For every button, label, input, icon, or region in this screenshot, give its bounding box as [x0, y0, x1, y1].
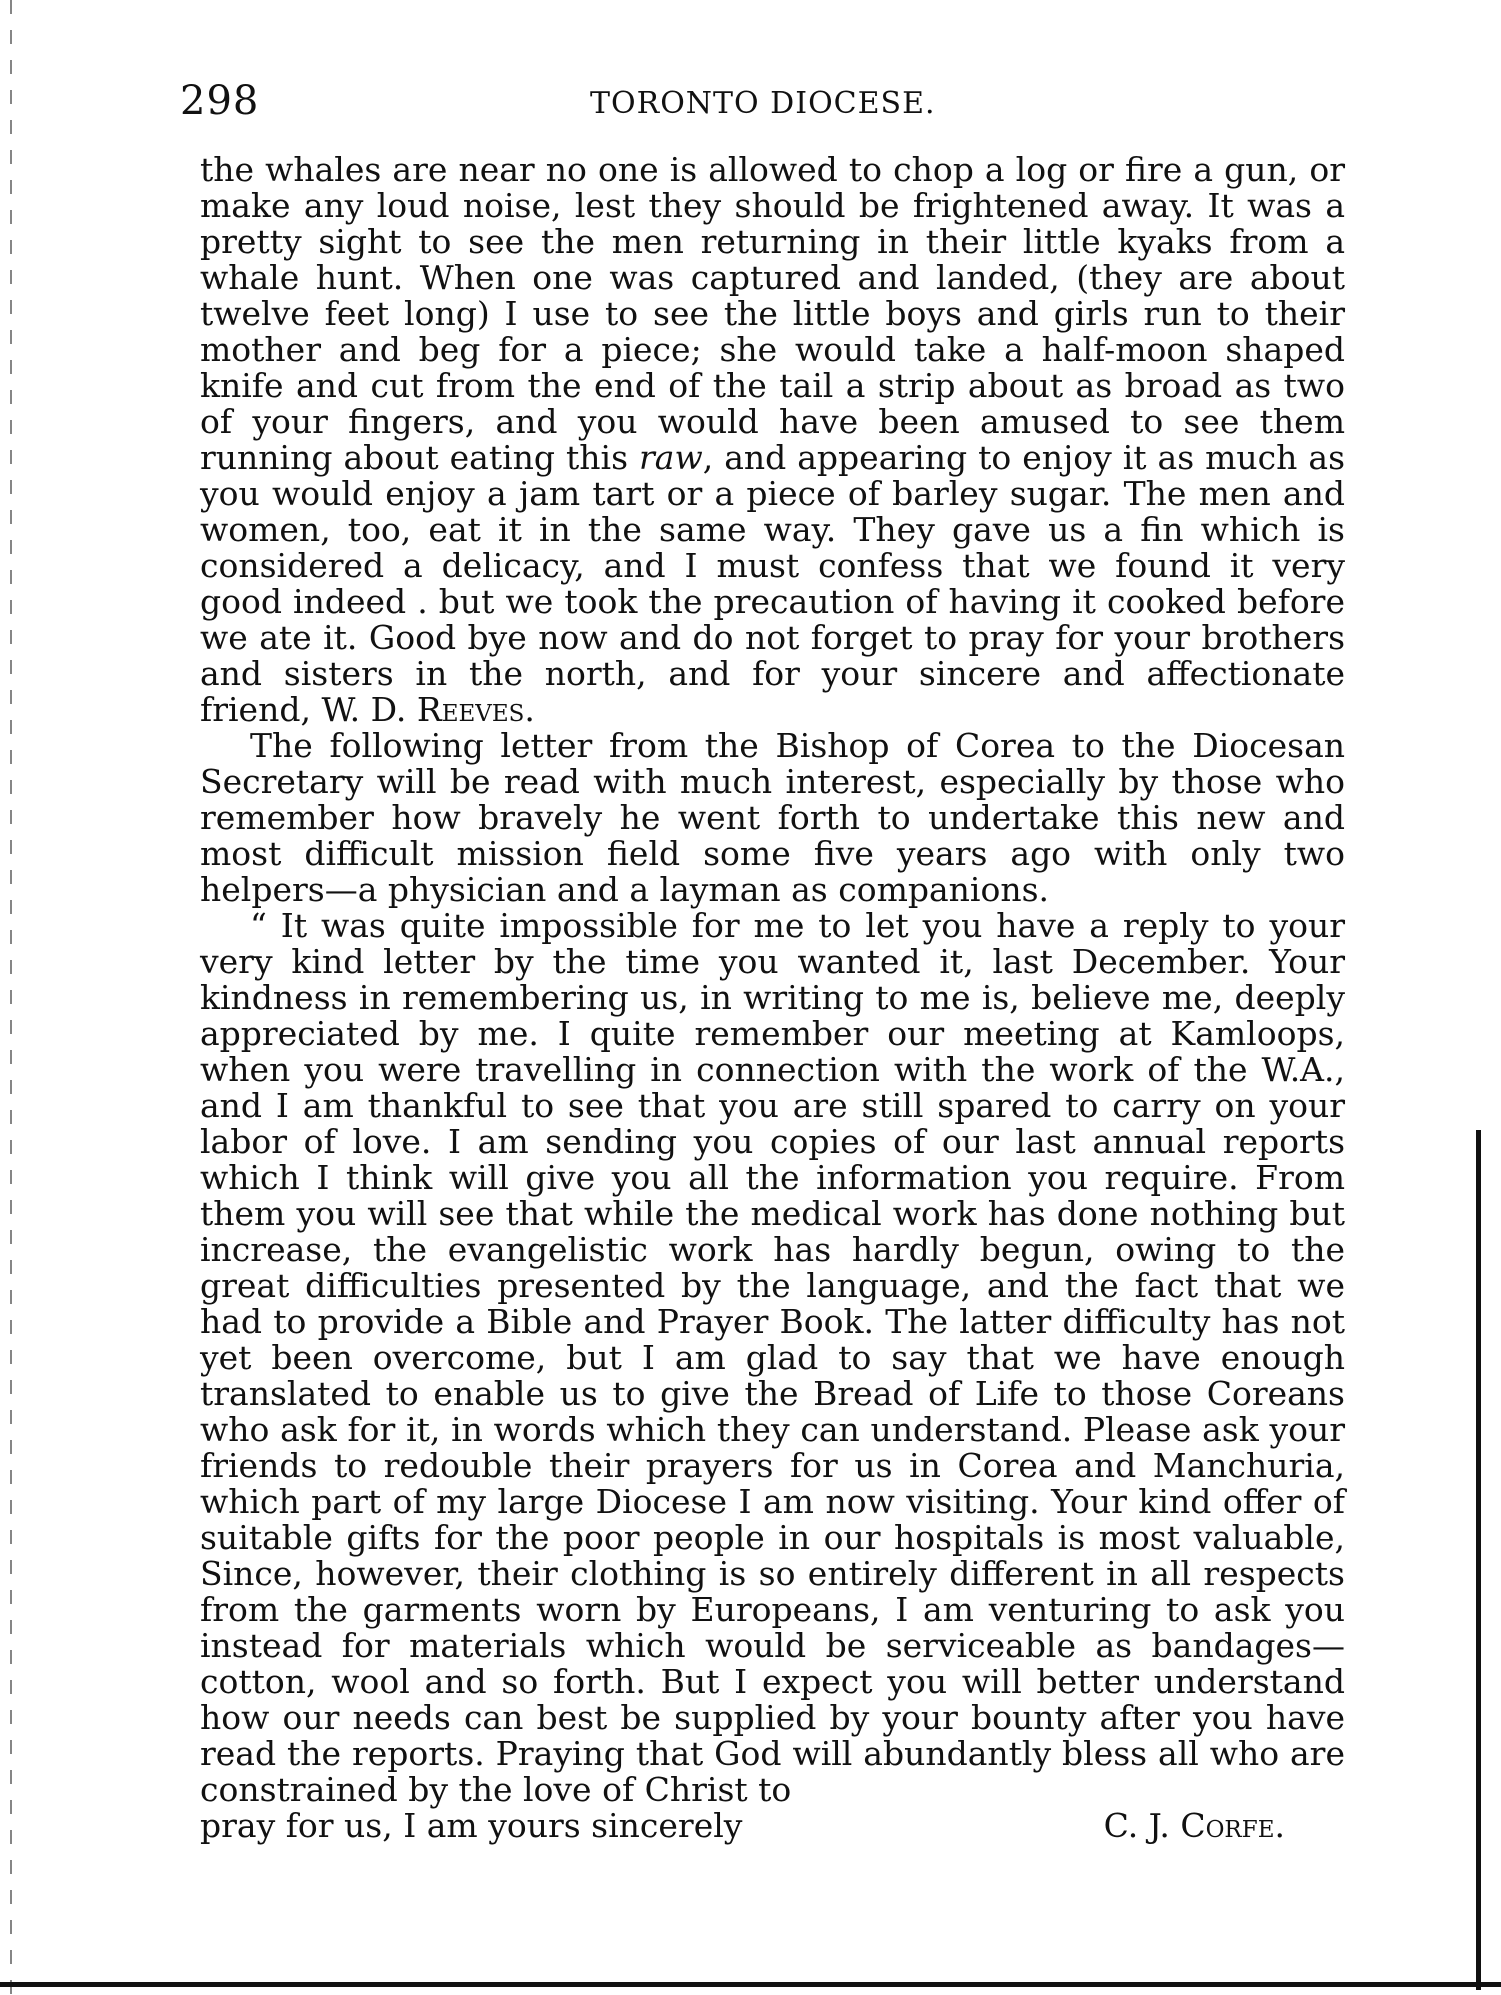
running-head: TORONTO DIOCESE.	[590, 86, 936, 121]
signature-corfe: C. J. Corfe.	[1103, 1806, 1285, 1845]
body-text	[200, 152, 1345, 1844]
paragraph-whales	[200, 152, 1345, 728]
italic-word: raw	[639, 438, 703, 477]
page-number: 298	[180, 78, 260, 124]
scan-edge-right	[1476, 1130, 1481, 1990]
closing-line: pray for us, I am yours sincerely	[200, 1806, 743, 1845]
page-header	[180, 78, 1340, 128]
scan-edge-left	[10, 0, 12, 1995]
paragraph-text: , and appearing to enjoy it as much as you would enjoy a jam tart or a piece of barley sugar. The men and women, too, eat it in the same way. They gave us a fin which is considered a delicacy, and I must confess that we found it very good indeed . but we took the precaution of having it cooked before we ate it. Good bye now and do not forget to pray for your brothers and sisters in the north, and for your sincere and affectionate friend,	[200, 438, 1345, 729]
paragraph-text: the whales are near no one is allowed to chop a log or fire a gun, or make any loud noise, lest they should be frightened away. It was a pretty sight to see the men returning in their little kyaks from a whale hunt. When one was captured and landed, (they are about twelve feet long) I use to see the little boys and girls run to their mother and beg for a piece; she would take a half-moon shaped knife and cut from the end of the tail a strip about as broad as two of your fingers, and you would have been amused to see them running about eating this	[200, 150, 1345, 477]
paragraph-introduction: The following letter from the Bishop of Corea to the Diocesan Secretary will be read with much interest, especially by those who remember how bravely he went forth to undertake this new and most difficult mission field some five years ago with only two helpers—a physician and a layman as companions.	[200, 726, 1345, 909]
signature-reeves: W. D. Reeves.	[321, 690, 535, 729]
letter-signoff	[200, 1808, 1285, 1844]
scan-edge-bottom	[0, 1982, 1501, 1987]
paragraph-letter: “ It was quite impossible for me to let you have a reply to your very kind letter by the time you wanted it, last December. Your kindness in remembering us, in writing to me is, believe me, deeply appreciated by me. I quite remember our meeting at Kamloops, when you were travelling in connection with the work of the W.A., and I am thankful to see that you are still spared to carry on your labor of love. I am sending you copies of our last annual reports which I think will give you all the information you require. From them you will see that while the medical work has done nothing but increase, the evangelistic work has hardly begun, owing to the great difficulties presented by the language, and the fact that we had to provide a Bible and Prayer Book. The latter difficulty has not yet been overcome, but I am glad to say that we have enough translated to enable us to give the Bread of Life to those Coreans who ask for it, in words which they can understand. Please ask your friends to redouble their prayers for us in Corea and Manchuria, which part of my large Diocese I am now visiting. Your kind offer of suitable gifts for the poor people in our hospitals is most valuable, Since, however, their clothing is so entirely different in all respects from the garments worn by Europeans, I am venturing to ask you instead for materials which would be serviceable as bandages—cotton, wool and so forth. But I expect you will better understand how our needs can best be supplied by your bounty after you have read the reports. Praying that God will abundantly bless all who are constrained by the love of Christ to	[200, 906, 1345, 1809]
